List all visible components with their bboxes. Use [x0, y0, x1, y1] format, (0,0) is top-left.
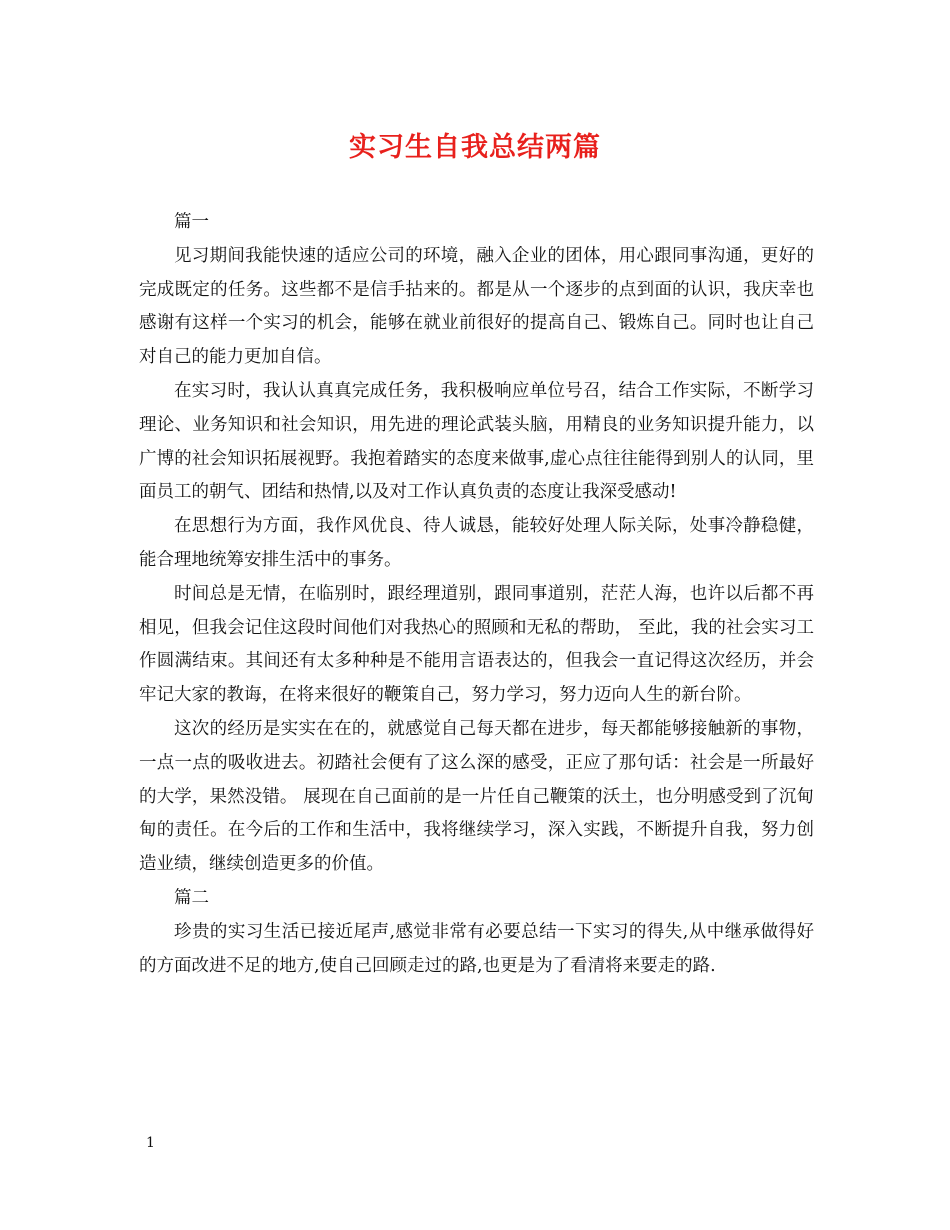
paragraph: 见习期间我能快速的适应公司的环境，融入企业的团体，用心跟同事沟通，更好的完成既定的任务。这些都不是信手拈来的。都是从一个逐步的点到面的认识，我庆幸也感谢有这样一个实习的机会，能够在就业前很好的提高自己、锻炼自己。同时也让自己对自己的能力更加自信。	[139, 245, 814, 368]
paragraph: 珍贵的实习生活已接近尾声,感觉非常有必要总结一下实习的得失,从中继承做得好的方面改进不足的地方,使自己回顾走过的路,也更是为了看清将来要走的路.	[139, 921, 814, 976]
section-heading: 篇二	[174, 887, 209, 908]
paragraph: 在思想行为方面，我作风优良、待人诚恳，能较好处理人际关际，处事冷静稳健，能合理地统筹安排生活中的事务。	[139, 516, 814, 570]
paragraph: 在实习时，我认认真真完成任务，我积极响应单位号召，结合工作实际，不断学习理论、业务知识和社会知识，用先进的理论武装头脑，用精良的业务知识提升能力，以广博的社会知识拓展视野。我抱着踏实的态度来做事,虚心点往往能得到别人的认同，里面员工的朝气、团结和热情,以及对工作认真负责的态度让我深受感动!	[139, 380, 814, 503]
paragraph: 这次的经历是实实在在的，就感觉自己每天都在进步，每天都能够接触新的事物，一点一点的吸收进去。初踏社会便有了这么深的感受，正应了那句话：社会是一所最好的大学，果然没错。 展现在自己面前的是一片任自己鞭策的沃土，也分明感受到了沉甸甸的责任。在今后的工作和生活中，我将继续学习，深入实践，不断提升自我，努力创造业绩，继续创造更多的价值。	[139, 718, 814, 875]
document-title: 实习生自我总结两篇	[349, 132, 601, 163]
paragraph: 时间总是无情，在临别时，跟经理道别，跟同事道别，茫茫人海，也许以后都不再相见，但我会记住这段时间他们对我热心的照顾和无私的帮助， 至此，我的社会实习工作圆满结束。其间还有太多种种是不能用言语表达的，但我会一直记得这次经历，并会牢记大家的教诲，在将来很好的鞭策自己，努力学习，努力迈向人生的新台阶。	[139, 583, 814, 706]
document-body	[139, 206, 814, 983]
page-number: 1	[146, 1135, 155, 1151]
section-heading: 篇一	[174, 212, 209, 232]
